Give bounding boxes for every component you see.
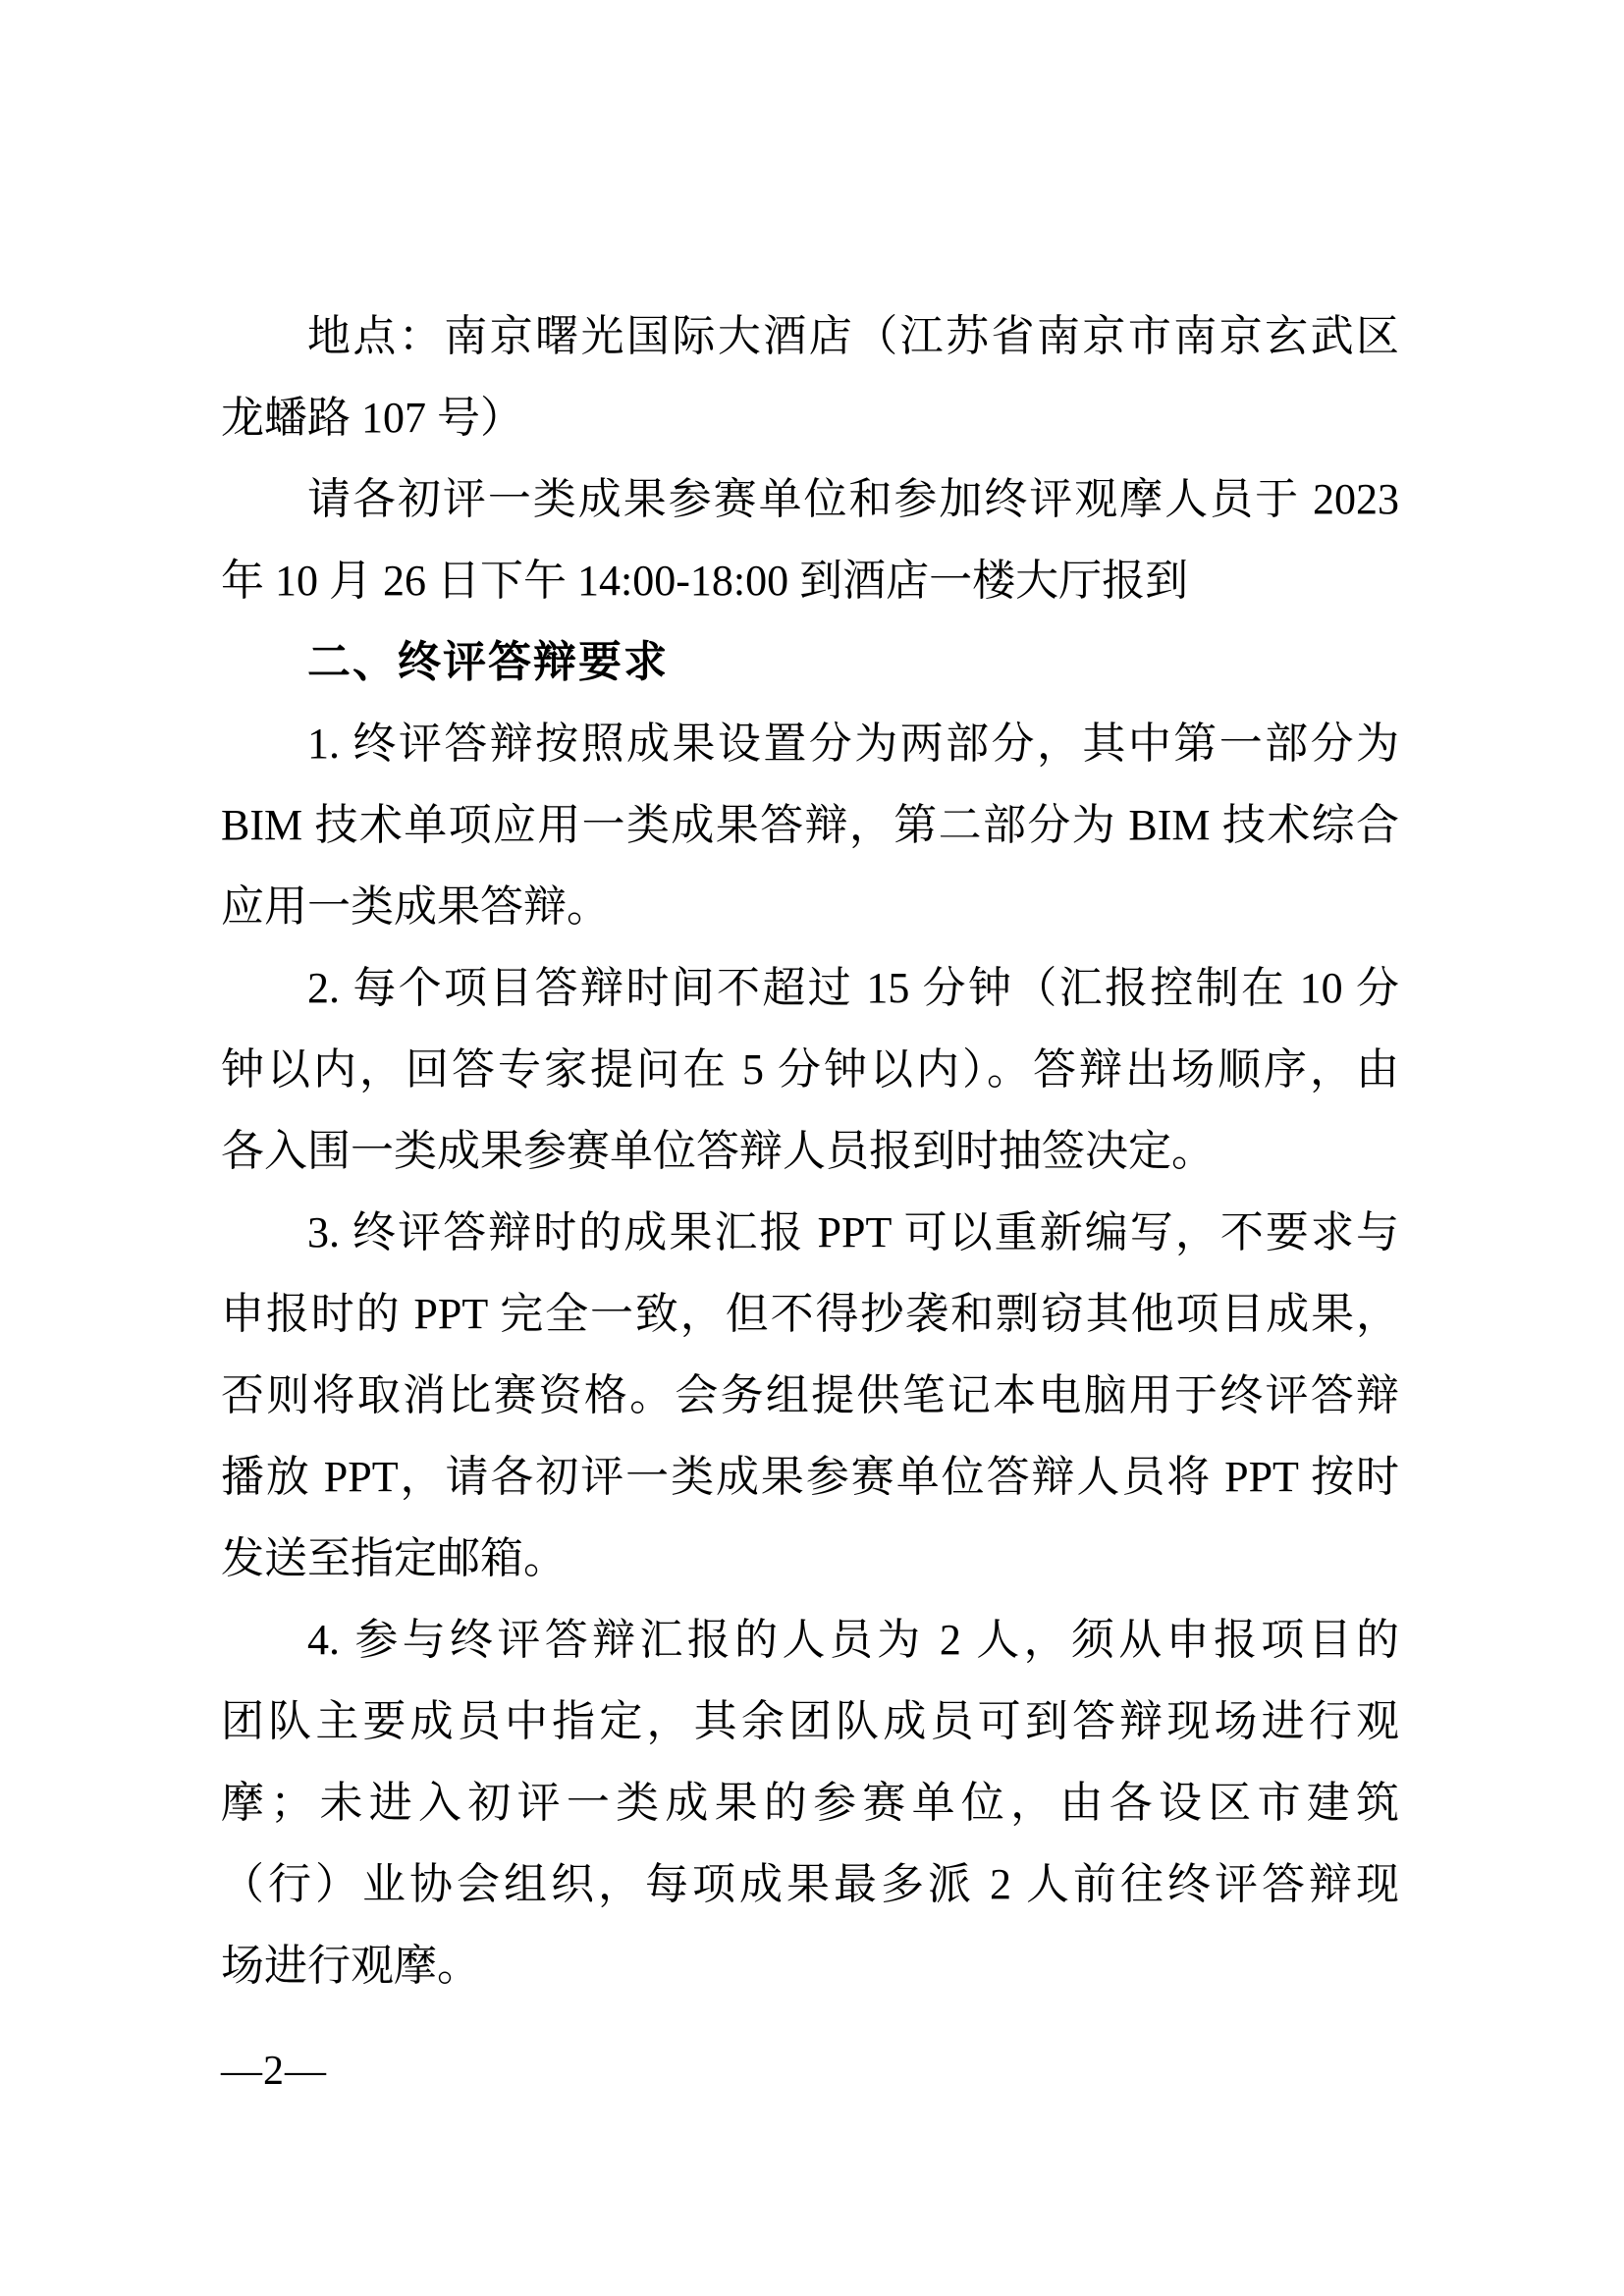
text-line: 请各初评一类成果参赛单位和参加终评观摩人员于 2023 <box>307 475 1399 523</box>
text-line: （行）业协会组织，每项成果最多派 2 人前往终评答辩现 <box>221 1860 1399 1908</box>
text-line: 地点：南京曙光国际大酒店（江苏省南京市南京玄武区 <box>307 312 1399 360</box>
section-heading: 二、终评答辩要求 <box>307 638 669 686</box>
text-line: 各入围一类成果参赛单位答辩人员报到时抽签决定。 <box>221 1127 1215 1175</box>
text-line: 2. 每个项目答辩时间不超过 15 分钟（汇报控制在 10 分 <box>307 964 1399 1012</box>
text-line: 摩；未进入初评一类成果的参赛单位，由各设区市建筑 <box>221 1779 1399 1827</box>
text-line: 播放 PPT，请各初评一类成果参赛单位答辩人员将 PPT 按时 <box>221 1453 1399 1501</box>
text-line: 团队主要成员中指定，其余团队成员可到答辩现场进行观 <box>221 1697 1399 1745</box>
page-number: —2— <box>221 2049 327 2094</box>
text-line: 龙蟠路 107 号） <box>221 394 523 442</box>
text-line: BIM 技术单项应用一类成果答辩，第二部分为 BIM 技术综合 <box>221 801 1399 849</box>
document-body <box>221 295 1399 2006</box>
text-line: 钟以内，回答专家提问在 5 分钟以内）。答辩出场顺序，由 <box>221 1045 1399 1094</box>
text-line: 1. 终评答辩按照成果设置分为两部分，其中第一部分为 <box>307 720 1399 768</box>
text-line: 4. 参与终评答辩汇报的人员为 2 人，须从申报项目的 <box>307 1616 1399 1664</box>
text-line: 年 10 月 26 日下午 14:00-18:00 到酒店一楼大厅报到 <box>221 557 1189 605</box>
text-line: 应用一类成果答辩。 <box>221 882 610 931</box>
text-line: 发送至指定邮箱。 <box>221 1534 567 1582</box>
text-line: 场进行观摩。 <box>221 1942 480 1990</box>
text-line: 否则将取消比赛资格。会务组提供笔记本电脑用于终评答辩 <box>221 1371 1399 1419</box>
text-line: 3. 终评答辩时的成果汇报 PPT 可以重新编写，不要求与 <box>307 1208 1399 1256</box>
text-line: 申报时的 PPT 完全一致，但不得抄袭和剽窃其他项目成果， <box>221 1290 1399 1338</box>
